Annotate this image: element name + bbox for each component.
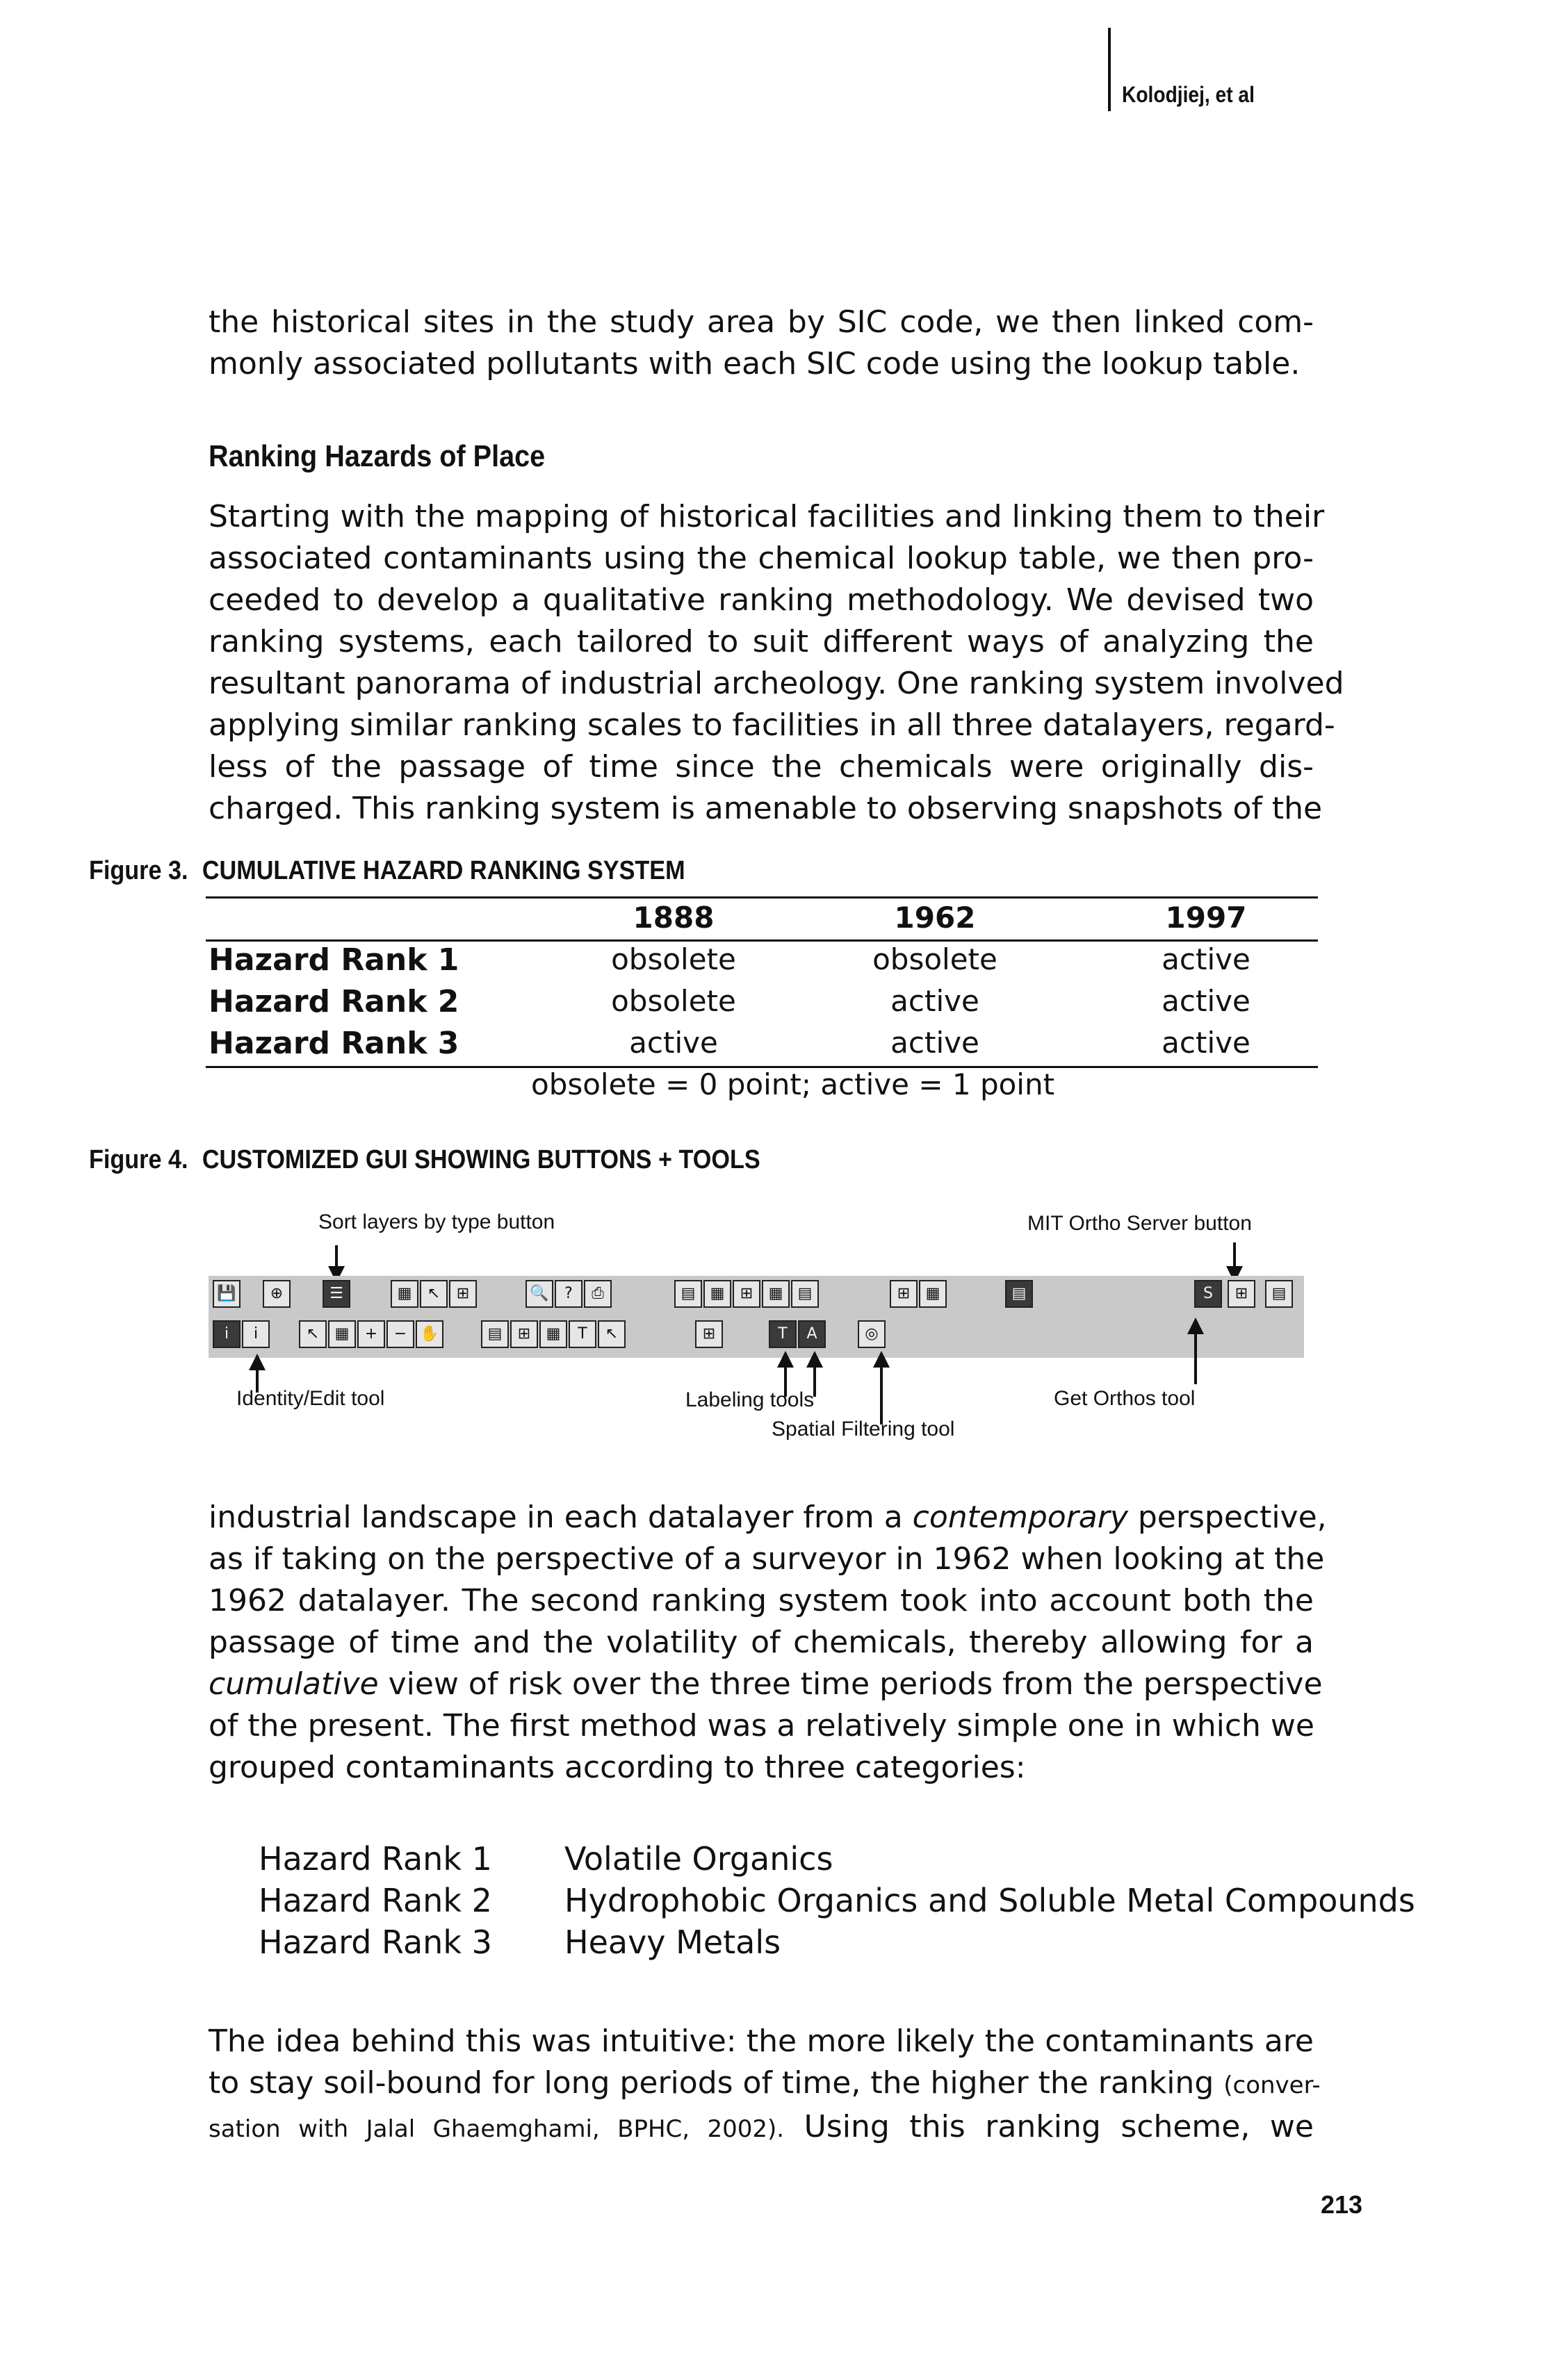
table-cell: active	[1162, 984, 1250, 1018]
arrow-head	[1187, 1318, 1204, 1334]
table-header-rule	[206, 939, 1318, 942]
table-cell: obsolete	[611, 984, 736, 1018]
query-icon[interactable]: ⊞	[449, 1280, 477, 1308]
text-line: charged. This ranking system is amenable to observing snapshots of the	[209, 791, 1323, 826]
toolbar-row-buttons	[209, 1276, 1304, 1315]
text-line: applying similar ranking scales to facilities in all three datalayers, regard-	[209, 707, 1335, 743]
figure4-title: CUSTOMIZED GUI SHOWING BUTTONS + TOOLS	[202, 1145, 760, 1174]
table-cell: active	[890, 984, 979, 1018]
properties-icon[interactable]: ▦	[539, 1320, 567, 1348]
properties-icon[interactable]: ▦	[703, 1280, 731, 1308]
text-line	[209, 1664, 1323, 1705]
header-rule	[1108, 28, 1111, 111]
italic-word: cumulative	[209, 1666, 379, 1702]
italic-word: contemporary	[912, 1500, 1128, 1535]
labeling-tool[interactable]: A	[798, 1320, 826, 1348]
labeling-tool[interactable]: T	[769, 1320, 797, 1348]
annotation-mit-ortho: MIT Ortho Server button	[1027, 1212, 1252, 1235]
table-cell: active	[1162, 1026, 1250, 1060]
annotation-identity-edit: Identity/Edit tool	[236, 1387, 385, 1410]
label-icon[interactable]: T	[569, 1320, 596, 1348]
properties-icon[interactable]: ▦	[762, 1280, 790, 1308]
table-note: obsolete = 0 point; active = 1 point	[531, 1067, 1055, 1101]
text-span: Using this ranking scheme, we	[784, 2109, 1314, 2144]
figure4-number: Figure 4.	[89, 1145, 188, 1174]
text-line: grouped contaminants according to three categories:	[209, 1750, 1026, 1785]
arrow-head	[777, 1351, 794, 1368]
table-top-rule	[206, 896, 1318, 898]
text-line: less of the passage of time since the chemicals were originally dis-	[209, 749, 1314, 785]
zoom-in-icon[interactable]: +	[357, 1320, 385, 1348]
query-icon[interactable]: ⊞	[695, 1320, 723, 1348]
text-line: of the present. The first method was a relatively simple one in which we	[209, 1708, 1314, 1743]
figure3-number: Figure 3.	[89, 856, 188, 885]
table-column-header: 1997	[1165, 901, 1247, 935]
citation: sation with Jalal Ghaemghami, BPHC, 2002).	[209, 2115, 785, 2143]
arrow-head	[249, 1354, 266, 1370]
category-description: Hydrophobic Organics and Soluble Metal Compounds	[564, 1882, 1415, 1919]
text-line: monly associated pollutants with each SIC code using the lookup table.	[209, 346, 1301, 381]
category-description: Volatile Organics	[564, 1840, 833, 1878]
table-column-header: 1888	[633, 901, 715, 935]
text-line	[209, 1497, 1327, 1538]
help-icon[interactable]: ?	[555, 1280, 582, 1308]
pointer-icon[interactable]: ↖	[420, 1280, 448, 1308]
query-icon[interactable]: ⊞	[733, 1280, 760, 1308]
query-icon[interactable]: ⊞	[890, 1280, 918, 1308]
add-theme-icon[interactable]: ⊕	[263, 1280, 291, 1308]
table-cell: active	[629, 1026, 718, 1060]
pointer-icon[interactable]: ↖	[299, 1320, 327, 1348]
ortho-server-button[interactable]: S	[1194, 1280, 1222, 1308]
citation: (conver-	[1223, 2071, 1321, 2099]
text-line: ceeded to develop a qualitative ranking methodology. We devised two	[209, 582, 1314, 618]
text-line	[209, 2062, 1321, 2106]
pan-icon[interactable]: ✋	[416, 1320, 443, 1348]
gis-toolbar	[209, 1276, 1304, 1358]
text-line: The idea behind this was intuitive: the more likely the contaminants are	[209, 2024, 1314, 2059]
annotation-sort-layers: Sort layers by type button	[318, 1210, 555, 1233]
text-line: 1962 datalayer. The second ranking system took into account both the	[209, 1583, 1314, 1618]
text-span: industrial landscape in each datalayer from a	[209, 1500, 913, 1535]
figure3-caption	[89, 856, 685, 886]
arrow-shaft	[335, 1245, 338, 1269]
category-rank: Hazard Rank 1	[259, 1840, 492, 1878]
arrow-shaft	[1194, 1333, 1197, 1384]
find-icon[interactable]: 🔍	[525, 1280, 553, 1308]
table-row-label: Hazard Rank 3	[209, 1026, 459, 1061]
arrow-head	[806, 1351, 823, 1368]
page-number: 213	[1321, 2190, 1363, 2219]
text-line: as if taking on the perspective of a surveyor in 1962 when looking at the	[209, 1541, 1325, 1577]
print-icon[interactable]: ⎙	[584, 1280, 612, 1308]
text-span: perspective,	[1127, 1500, 1327, 1535]
continuation-paragraph	[209, 1497, 1327, 1789]
identity-edit-tool[interactable]: i	[242, 1320, 270, 1348]
properties-icon[interactable]: ▦	[391, 1280, 418, 1308]
text-line: associated contaminants using the chemical lookup table, we then pro-	[209, 541, 1314, 576]
chart-icon[interactable]: ▤	[1005, 1280, 1033, 1308]
chart-icon[interactable]: ▤	[674, 1280, 702, 1308]
annotation-spatial-filtering: Spatial Filtering tool	[772, 1418, 955, 1441]
text-span: view of risk over the three time periods from the perspective	[378, 1666, 1323, 1702]
table-cell: obsolete	[872, 942, 997, 976]
annotation-labeling: Labeling tools	[685, 1388, 815, 1411]
section-heading: Ranking Hazards of Place	[209, 439, 546, 473]
text-line	[209, 2106, 1314, 2150]
table-column-header: 1962	[894, 901, 976, 935]
sort-layers-button[interactable]: ☰	[323, 1280, 350, 1308]
query-icon[interactable]: ⊞	[510, 1320, 538, 1348]
category-rank: Hazard Rank 2	[259, 1882, 492, 1919]
intro-paragraph	[209, 302, 1314, 385]
text-line: resultant panorama of industrial archeology. One ranking system involved	[209, 666, 1344, 701]
category-description: Heavy Metals	[564, 1923, 781, 1961]
save-icon[interactable]: 💾	[213, 1280, 241, 1308]
table-row-label: Hazard Rank 2	[209, 984, 459, 1019]
zoom-out-icon[interactable]: −	[386, 1320, 414, 1348]
table-cell: active	[1162, 942, 1250, 976]
text-line: Starting with the mapping of historical facilities and linking them to their	[209, 499, 1325, 534]
text-span: to stay soil-bound for long periods of time, the higher the ranking	[209, 2065, 1224, 2101]
text-line: ranking systems, each tailored to suit different ways of analyzing the	[209, 624, 1314, 659]
annotation-get-orthos: Get Orthos tool	[1054, 1387, 1196, 1410]
table-cell: active	[890, 1026, 979, 1060]
table-row-label: Hazard Rank 1	[209, 942, 459, 978]
text-line: the historical sites in the study area by SIC code, we then linked com-	[209, 304, 1314, 340]
section-paragraph	[209, 496, 1344, 830]
closing-paragraph	[209, 2021, 1321, 2150]
properties-icon[interactable]: ▦	[328, 1320, 356, 1348]
arrow-head	[873, 1351, 890, 1368]
figure3-title: CUMULATIVE HAZARD RANKING SYSTEM	[202, 856, 685, 885]
table-cell: obsolete	[611, 942, 736, 976]
running-head: Kolodjiej, et al	[1122, 82, 1255, 107]
pointer-icon[interactable]: ↖	[598, 1320, 626, 1348]
properties-icon[interactable]: ▦	[919, 1280, 947, 1308]
toolbar-row-tools	[209, 1316, 1304, 1355]
chart-icon[interactable]: ▤	[1265, 1280, 1293, 1308]
figure4-caption	[89, 1145, 760, 1175]
text-line: passage of time and the volatility of chemicals, thereby allowing for a	[209, 1625, 1314, 1660]
identity-edit-tool[interactable]: i	[213, 1320, 241, 1348]
spatial-filtering-tool[interactable]: ◎	[858, 1320, 886, 1348]
category-rank: Hazard Rank 3	[259, 1923, 492, 1961]
arrow-shaft	[880, 1366, 883, 1425]
chart-icon[interactable]: ▤	[481, 1320, 509, 1348]
query-icon[interactable]: ⊞	[1228, 1280, 1255, 1308]
chart-icon[interactable]: ▤	[791, 1280, 819, 1308]
